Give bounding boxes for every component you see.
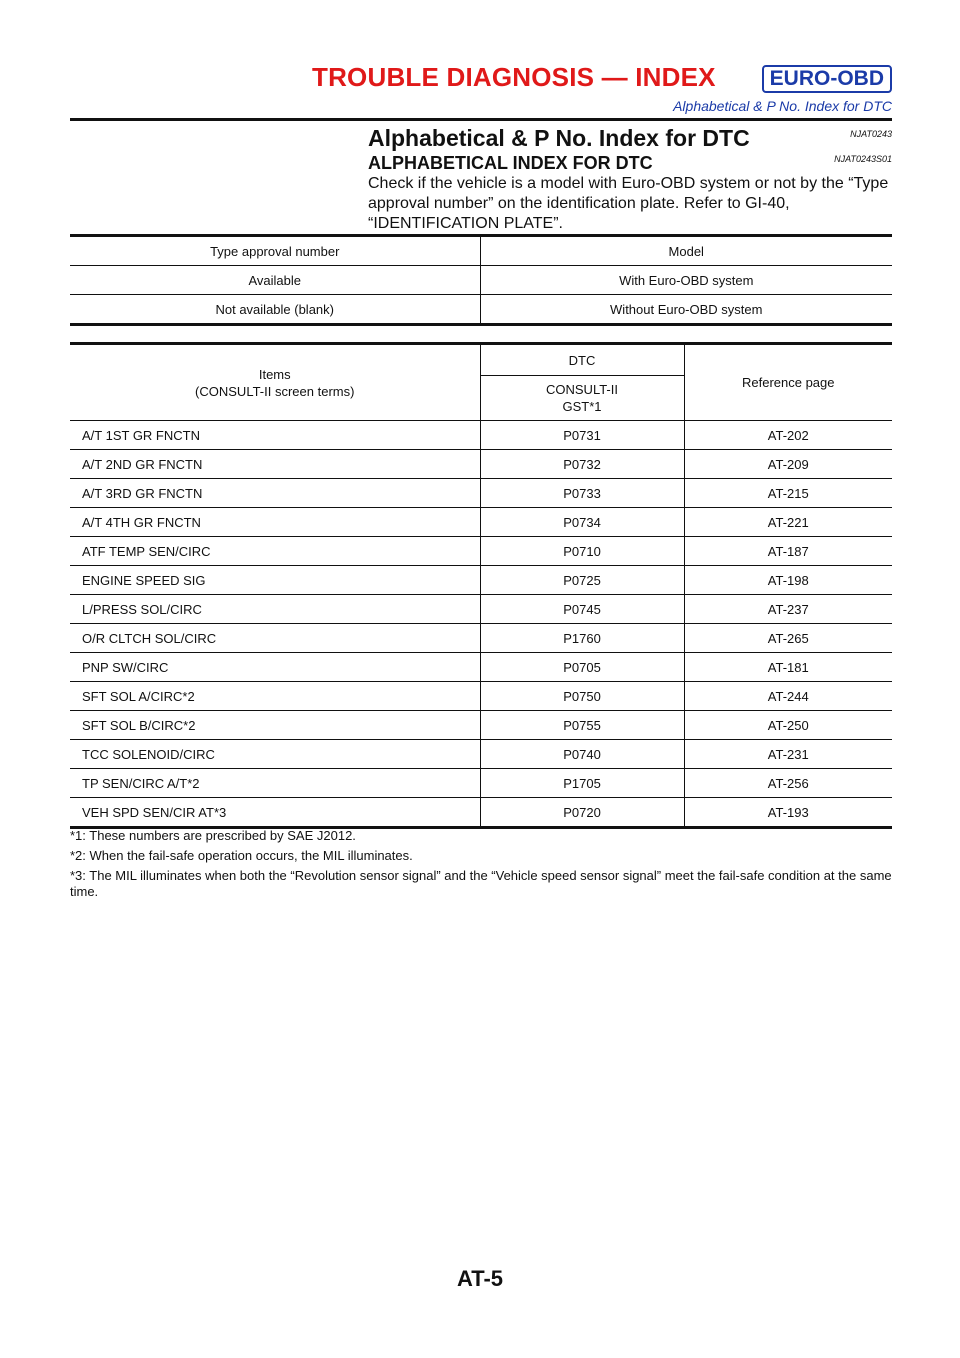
section-heading xyxy=(368,124,892,152)
table-row xyxy=(70,682,892,711)
header-items-line2: (CONSULT-II screen terms) xyxy=(195,383,355,399)
cell-code: P0725 xyxy=(480,566,684,595)
table-row xyxy=(70,266,892,295)
cell-code: P0733 xyxy=(480,479,684,508)
table-row xyxy=(70,769,892,798)
table-row xyxy=(70,624,892,653)
cell-code: P0745 xyxy=(480,595,684,624)
header-rule xyxy=(70,118,892,121)
header-subtitle: Alphabetical & P No. Index for DTC xyxy=(673,98,892,114)
header-badge: EURO-OBD xyxy=(762,65,892,93)
cell-reference: AT-198 xyxy=(684,566,892,595)
table-row xyxy=(70,595,892,624)
cell-reference: AT-193 xyxy=(684,798,892,828)
cell-item: A/T 4TH GR FNCTN xyxy=(70,508,480,537)
page-header xyxy=(0,62,892,118)
section-heading-code: NJAT0243 xyxy=(850,129,892,139)
cell-reference: AT-231 xyxy=(684,740,892,769)
table-cell: Model xyxy=(480,236,892,266)
cell-reference: AT-215 xyxy=(684,479,892,508)
cell-item: L/PRESS SOL/CIRC xyxy=(70,595,480,624)
table-row xyxy=(70,421,892,450)
header-consult xyxy=(480,376,684,421)
table-header-row xyxy=(70,344,892,376)
cell-code: P0720 xyxy=(480,798,684,828)
table-cell: Available xyxy=(70,266,480,295)
header-dtc: DTC xyxy=(480,344,684,376)
cell-reference: AT-202 xyxy=(684,421,892,450)
cell-reference: AT-237 xyxy=(684,595,892,624)
header-title: TROUBLE DIAGNOSIS — INDEX xyxy=(312,62,716,92)
cell-item: O/R CLTCH SOL/CIRC xyxy=(70,624,480,653)
cell-code: P0705 xyxy=(480,653,684,682)
cell-item: ATF TEMP SEN/CIRC xyxy=(70,537,480,566)
footnote: *1: These numbers are prescribed by SAE J2012. xyxy=(70,828,356,843)
page-number: AT-5 xyxy=(456,1266,504,1291)
dtc-table-body xyxy=(70,421,892,828)
cell-reference: AT-187 xyxy=(684,537,892,566)
cell-code: P0755 xyxy=(480,711,684,740)
table-cell: Not available (blank) xyxy=(70,295,480,325)
table-row xyxy=(70,653,892,682)
cell-reference: AT-181 xyxy=(684,653,892,682)
section-content xyxy=(368,124,892,234)
cell-reference: AT-244 xyxy=(684,682,892,711)
cell-code: P0710 xyxy=(480,537,684,566)
type-approval-table xyxy=(70,234,892,326)
header-consult-line2: GST*1 xyxy=(562,399,602,414)
table-row xyxy=(70,798,892,828)
cell-item: VEH SPD SEN/CIR AT*3 xyxy=(70,798,480,828)
section-subheading-text: ALPHABETICAL INDEX FOR DTC xyxy=(368,153,653,173)
footnote: *2: When the fail-safe operation occurs, the MIL illuminates. xyxy=(70,848,413,863)
cell-code: P0732 xyxy=(480,450,684,479)
table-row xyxy=(70,740,892,769)
table-header-row xyxy=(70,236,892,266)
cell-code: P0740 xyxy=(480,740,684,769)
table-cell: Type approval number xyxy=(70,236,480,266)
cell-item: TP SEN/CIRC A/T*2 xyxy=(70,769,480,798)
footnotes xyxy=(70,828,892,904)
table-row xyxy=(70,295,892,325)
cell-reference: AT-265 xyxy=(684,624,892,653)
header-reference-page: Reference page xyxy=(684,344,892,421)
cell-item: PNP SW/CIRC xyxy=(70,653,480,682)
table-cell: With Euro-OBD system xyxy=(480,266,892,295)
cell-code: P0750 xyxy=(480,682,684,711)
cell-item: A/T 2ND GR FNCTN xyxy=(70,450,480,479)
table-row xyxy=(70,450,892,479)
cell-item: A/T 1ST GR FNCTN xyxy=(70,421,480,450)
cell-code: P1760 xyxy=(480,624,684,653)
table-row xyxy=(70,566,892,595)
header-items xyxy=(70,344,480,421)
table-row xyxy=(70,479,892,508)
dtc-index-table xyxy=(70,342,892,829)
cell-code: P1705 xyxy=(480,769,684,798)
section-subheading xyxy=(368,152,892,174)
cell-reference: AT-250 xyxy=(684,711,892,740)
cell-item: A/T 3RD GR FNCTN xyxy=(70,479,480,508)
header-consult-line1: CONSULT-II xyxy=(546,382,618,397)
cell-item: SFT SOL B/CIRC*2 xyxy=(70,711,480,740)
footnote: *3: The MIL illuminates when both the “Revolution sensor signal” and the “Vehicle speed sensor signal” meet the fail-safe condition at the same time. xyxy=(70,868,892,899)
cell-item: TCC SOLENOID/CIRC xyxy=(70,740,480,769)
cell-reference: AT-209 xyxy=(684,450,892,479)
section-heading-text: Alphabetical & P No. Index for DTC xyxy=(368,125,750,151)
cell-reference: AT-221 xyxy=(684,508,892,537)
intro-text: Check if the vehicle is a model with Euro-OBD system or not by the “Type approval number” on the identification plate. Refer to GI-40, “IDENTIFICATION PLATE”. xyxy=(368,175,889,232)
table-row xyxy=(70,537,892,566)
section-subheading-code: NJAT0243S01 xyxy=(834,154,892,164)
cell-code: P0734 xyxy=(480,508,684,537)
cell-reference: AT-256 xyxy=(684,769,892,798)
header-items-line1: Items xyxy=(258,366,291,382)
cell-code: P0731 xyxy=(480,421,684,450)
cell-item: ENGINE SPEED SIG xyxy=(70,566,480,595)
table-row xyxy=(70,508,892,537)
table-row xyxy=(70,711,892,740)
table-cell: Without Euro-OBD system xyxy=(480,295,892,325)
cell-item: SFT SOL A/CIRC*2 xyxy=(70,682,480,711)
